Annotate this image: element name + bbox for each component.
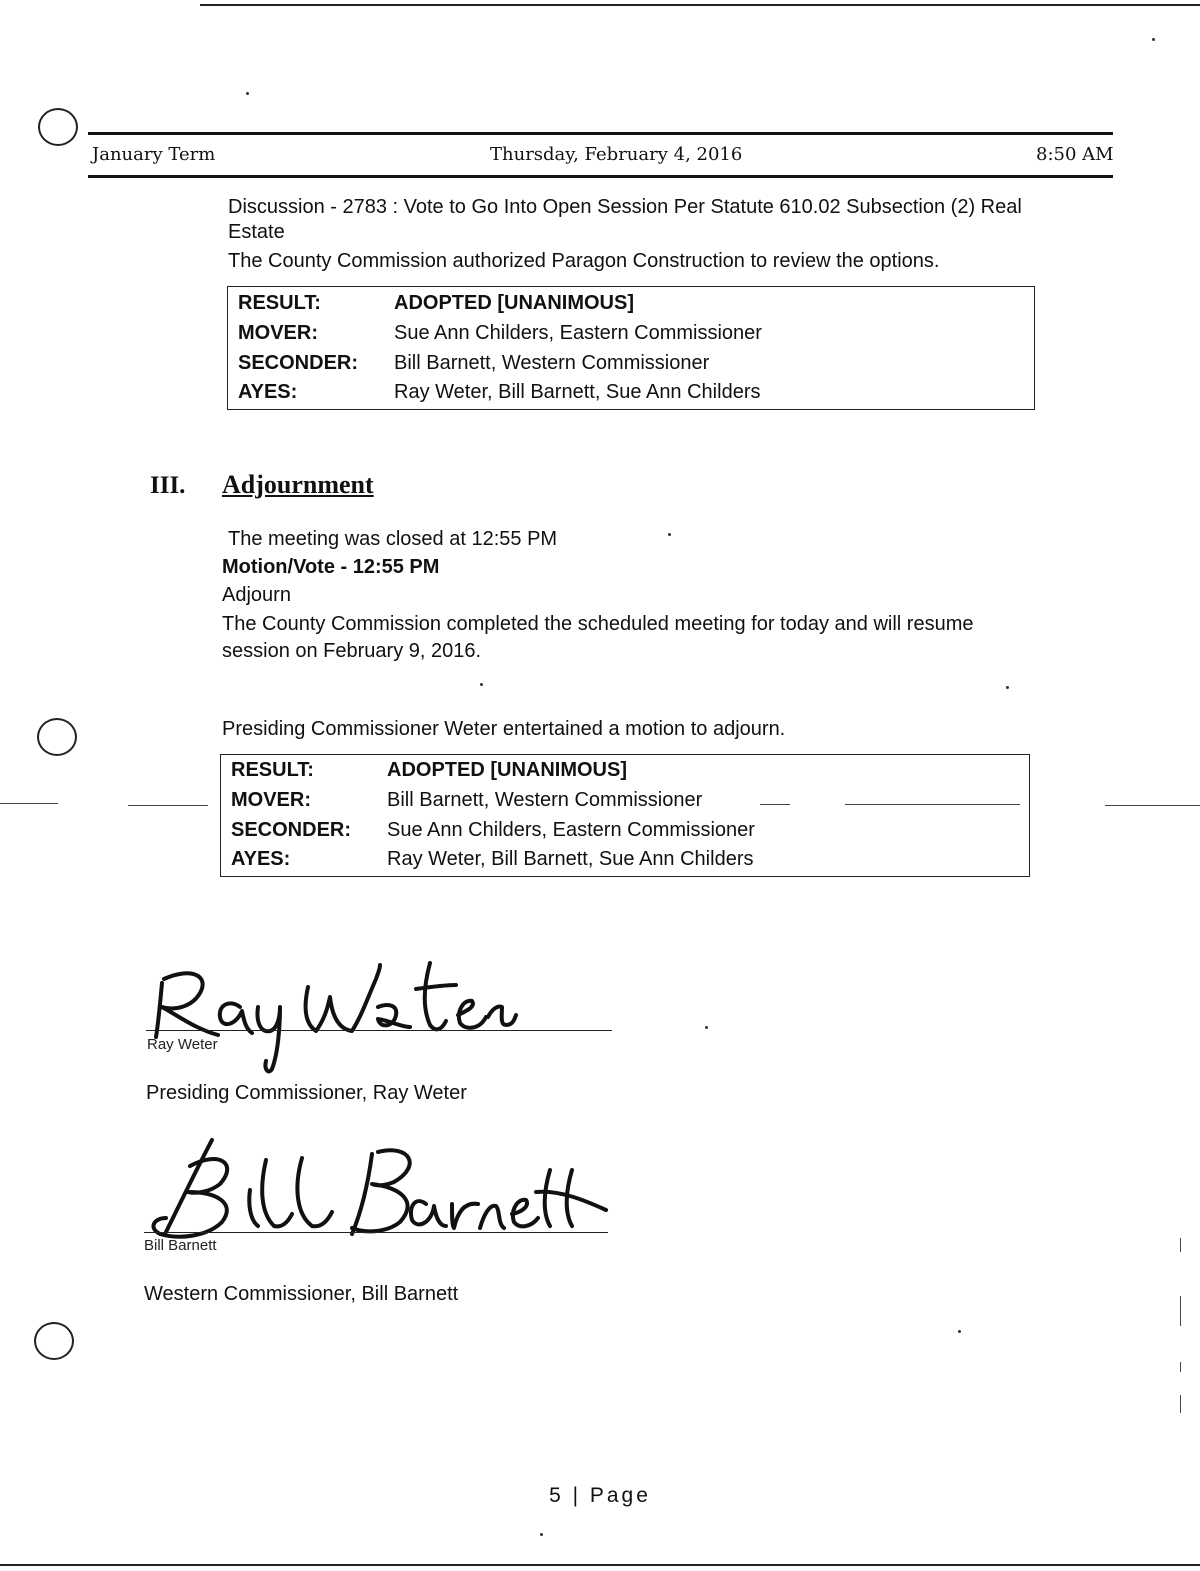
scan-artifact bbox=[1180, 1395, 1183, 1413]
signature-printed-name: Bill Barnett bbox=[144, 1237, 217, 1254]
scan-top-edge bbox=[200, 4, 1200, 6]
result-label: RESULT: bbox=[231, 759, 314, 781]
seconder-value: Bill Barnett, Western Commissioner bbox=[394, 352, 710, 374]
discussion-summary: The County Commission authorized Paragon Construction to review the options. bbox=[228, 250, 940, 272]
vote-row-seconder bbox=[221, 815, 1029, 845]
header-rule-top bbox=[88, 132, 1113, 135]
mover-value: Sue Ann Childers, Eastern Commissioner bbox=[394, 322, 762, 344]
mover-label: MOVER: bbox=[238, 322, 318, 344]
vote-row-result bbox=[221, 755, 1029, 785]
scan-speck bbox=[1152, 38, 1155, 41]
signature-printed-name: Ray Weter bbox=[147, 1036, 218, 1053]
ayes-value: Ray Weter, Bill Barnett, Sue Ann Childers bbox=[387, 848, 754, 870]
signatory-title: Western Commissioner, Bill Barnett bbox=[144, 1283, 459, 1305]
scan-speck bbox=[246, 92, 249, 95]
punch-hole-icon bbox=[34, 1322, 74, 1360]
motion-entertained-text: Presiding Commissioner Weter entertained a motion to adjourn. bbox=[222, 718, 786, 740]
result-value: ADOPTED [UNANIMOUS] bbox=[394, 292, 634, 314]
scan-speck bbox=[668, 533, 671, 536]
punch-hole-icon bbox=[37, 718, 77, 756]
adjournment-summary-line1: The County Commission completed the scheduled meeting for today and will resume bbox=[222, 613, 974, 635]
seconder-label: SECONDER: bbox=[231, 819, 352, 841]
section-number: III. bbox=[150, 472, 186, 499]
header-date: Thursday, February 4, 2016 bbox=[490, 144, 743, 165]
scan-artifact bbox=[128, 805, 208, 806]
vote-row-mover bbox=[228, 318, 1034, 348]
scan-speck bbox=[705, 1026, 708, 1029]
ayes-label: AYES: bbox=[231, 848, 291, 870]
punch-hole-icon bbox=[38, 108, 78, 146]
scan-speck bbox=[1006, 686, 1009, 689]
header-rule-bottom bbox=[88, 175, 1113, 178]
ayes-label: AYES: bbox=[238, 381, 298, 403]
signature-line bbox=[146, 1030, 612, 1031]
page-number: 5 | Page bbox=[549, 1484, 651, 1507]
scan-artifact bbox=[1180, 1362, 1183, 1372]
header-time: 8:50 AM bbox=[1036, 144, 1114, 165]
vote-row-mover bbox=[221, 785, 1029, 815]
scan-bottom-edge bbox=[0, 1564, 1200, 1566]
discussion-title-line1: Discussion - 2783 : Vote to Go Into Open Session Per Statute 610.02 Subsection (2) Real bbox=[228, 196, 1022, 218]
vote-row-seconder bbox=[228, 348, 1034, 378]
signature-ray-weter bbox=[140, 945, 530, 1075]
seconder-label: SECONDER: bbox=[238, 352, 359, 374]
scan-artifact bbox=[845, 804, 1020, 805]
motion-action: Adjourn bbox=[222, 584, 291, 606]
scan-artifact bbox=[0, 803, 58, 804]
vote-result-table bbox=[227, 286, 1035, 410]
mover-label: MOVER: bbox=[231, 789, 311, 811]
scan-artifact bbox=[1180, 1296, 1183, 1326]
scan-speck bbox=[480, 683, 483, 686]
header-term: January Term bbox=[92, 144, 216, 165]
signature-line bbox=[144, 1232, 608, 1233]
seconder-value: Sue Ann Childers, Eastern Commissioner bbox=[387, 819, 755, 841]
result-label: RESULT: bbox=[238, 292, 321, 314]
scan-speck bbox=[958, 1330, 961, 1333]
mover-value: Bill Barnett, Western Commissioner bbox=[387, 789, 703, 811]
signatory-title: Presiding Commissioner, Ray Weter bbox=[146, 1082, 467, 1104]
scan-artifact bbox=[760, 804, 790, 805]
vote-row-ayes bbox=[221, 844, 1029, 874]
meeting-closed-text: The meeting was closed at 12:55 PM bbox=[228, 528, 558, 550]
scan-speck bbox=[540, 1533, 543, 1536]
discussion-title-line2: Estate bbox=[228, 221, 285, 243]
vote-result-table bbox=[220, 754, 1030, 877]
scan-artifact bbox=[1180, 1238, 1183, 1252]
section-title: Adjournment bbox=[222, 470, 374, 499]
vote-row-ayes bbox=[228, 377, 1034, 407]
adjournment-summary-line2: session on February 9, 2016. bbox=[222, 640, 482, 662]
motion-heading: Motion/Vote - 12:55 PM bbox=[222, 556, 440, 578]
ayes-value: Ray Weter, Bill Barnett, Sue Ann Childers bbox=[394, 381, 761, 403]
result-value: ADOPTED [UNANIMOUS] bbox=[387, 759, 627, 781]
scan-artifact bbox=[1105, 805, 1200, 806]
vote-row-result bbox=[228, 288, 1034, 318]
